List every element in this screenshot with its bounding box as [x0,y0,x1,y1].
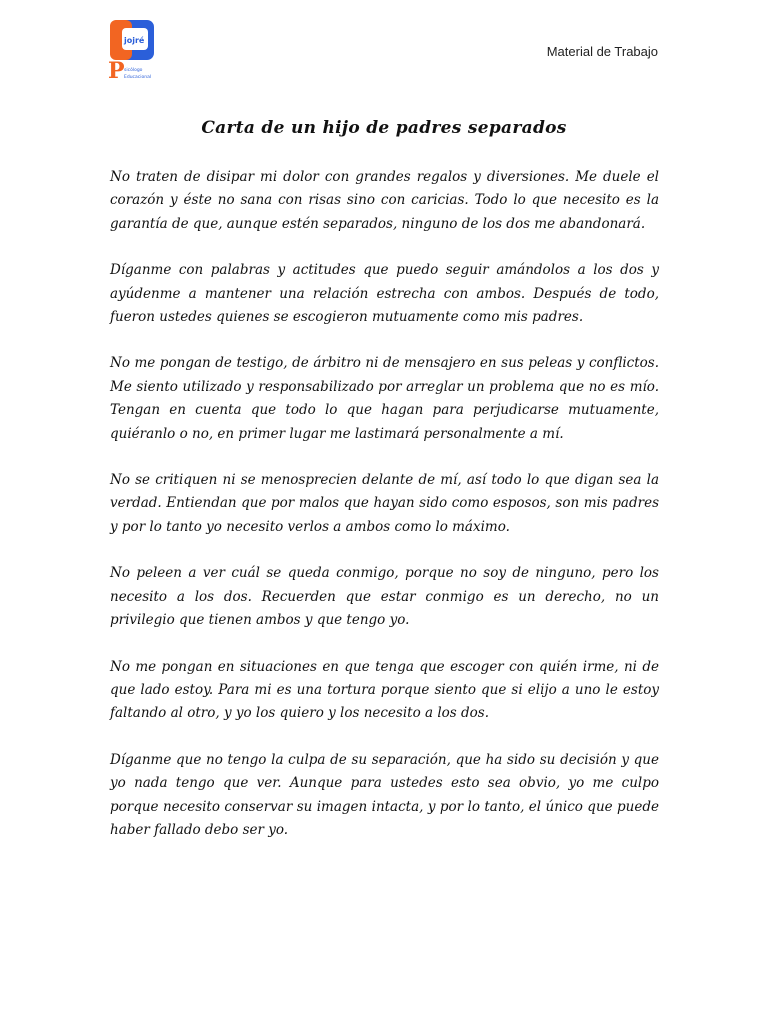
paragraph-5: No peleen a ver cuál se queda conmigo, porque no soy de ninguno, pero los necesito a los dos. Recuerden que estar conmigo es un derecho, no un privilegio que tienen ambos y que tengo yo. [110,565,659,629]
brand-logo [108,18,168,84]
document-body [110,166,659,865]
paragraph-3: No me pongan de testigo, de árbitro ni de mensajero en sus peleas y conflictos. Me siento utilizado y responsabilizado por arreglar un problema que no es mío. Tengan en cuenta que todo lo que hagan para perjudicarse mutuamente, quiéranlo o no, en primer lugar me lastimará personalmente a mí. [110,355,659,442]
logo-graphic [108,18,168,84]
paragraph-4: No se critiquen ni se menosprecien delante de mí, así todo lo que digan sea la verdad. Entiendan que por malos que hayan sido como esposos, son mis padres y por lo tanto yo necesito verlos a ambos como lo máximo. [110,472,659,535]
logo-subtitle-2: Educacional [124,75,152,80]
paragraph-7: Díganme que no tengo la culpa de su separación, que ha sido su decisión y que yo nada tengo que ver. Aunque para ustedes esto sea obvio, yo me culpo porque necesito conservar su imagen intacta, y por lo tanto, el único que puede haber fallado debo ser yo. [110,751,659,838]
paragraph-1: No traten de disipar mi dolor con grandes regalos y diversiones. Me duele el corazón y éste no sana con risas sino con caricias. Todo lo que necesito es la garantía de que, aunque estén separados, ninguno de los dos me abandonará. [110,169,659,232]
paragraph-2: Díganme con palabras y actitudes que puedo seguir amándolos a los dos y ayúdenme a mantener una relación estrecha con ambos. Después de todo, fueron ustedes quienes se escogieron mutuamente como mis padres. [110,262,659,326]
paragraph-6: No me pongan en situaciones en que tenga que escoger con quién irme, ni de que lado estoy. Para mi es una tortura porque siento que si elijo a uno le estoy faltando al otro, y yo los quiero y los necesito a los dos. [110,658,659,722]
document-title: Carta de un hijo de padres separados [201,118,567,138]
logo-name: jojré [124,36,145,45]
logo-subtitle-1: sicólogo [124,68,143,73]
logo-letter: P [108,58,125,84]
header-label: Material de Trabajo [546,44,658,59]
